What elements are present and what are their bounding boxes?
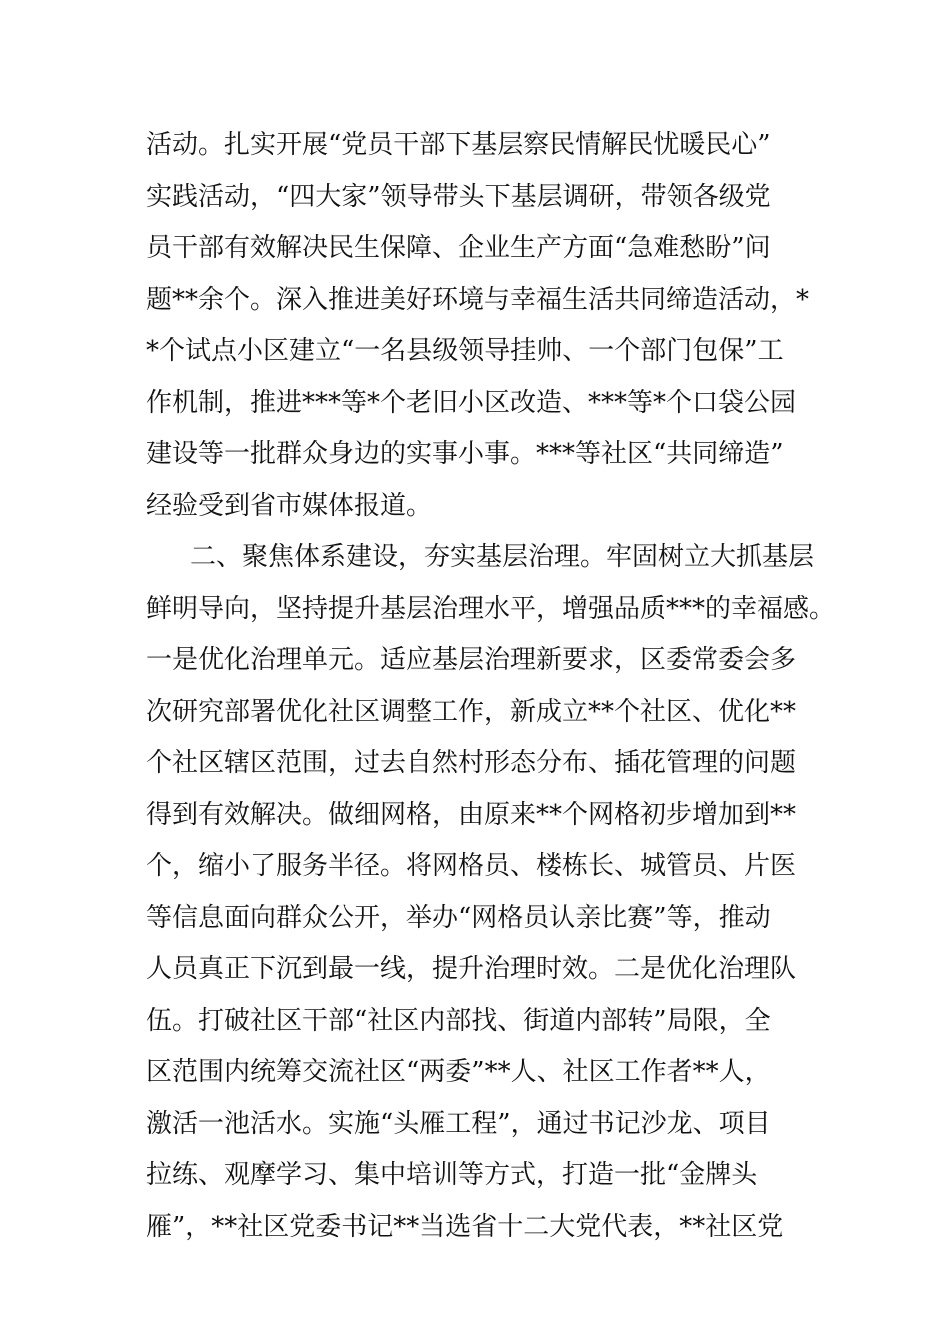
text-line-3: 员干部有效解决民生保障、企业生产方面“急难愁盼”问 <box>146 233 771 263</box>
text-line-12: 次研究部署优化社区调整工作，新成立**个社区、优化** <box>146 696 797 727</box>
text-line-19: 区范围内统筹交流社区“两委”**人、社区工作者**人， <box>146 1057 771 1087</box>
text-line-16: 等信息面向群众公开，举办“网格员认亲比赛”等，推动 <box>146 902 771 933</box>
text-line-15: 个，缩小了服务半径。将网格员、楼栋长、城管员、片医 <box>146 851 797 881</box>
text-line-17: 人员真正下沉到最一线，提升治理时效。二是优化治理队 <box>146 954 797 984</box>
text-line-11: 一是优化治理单元。适应基层治理新要求，区委常委会多 <box>146 645 797 675</box>
text-line-18: 伍。打破社区干部“社区内部找、街道内部转”局限，全 <box>146 1005 771 1036</box>
body-text <box>146 128 836 1261</box>
text-line-5: *个试点小区建立“一名县级领导挂帅、一个部门包保”工 <box>146 336 784 366</box>
text-line-2: 实践活动，“四大家”领导带头下基层调研，带领各级党 <box>146 181 771 212</box>
text-line-10: 鲜明导向，坚持提升基层治理水平，增强品质***的幸福感。 <box>146 593 836 624</box>
text-line-22: 雁”，**社区党委书记**当选省十二大党代表，**社区党 <box>146 1211 784 1242</box>
text-line-13: 个社区辖区范围，过去自然村形态分布、插花管理的问题 <box>146 748 797 778</box>
text-line-20: 激活一池活水。实施“头雁工程”，通过书记沙龙、项目 <box>146 1108 771 1139</box>
text-line-14: 得到有效解决。做细网格，由原来**个网格初步增加到** <box>146 799 797 830</box>
text-line-1: 活动。扎实开展“党员干部下基层察民情解民忧暖民心” <box>146 130 771 160</box>
text-line-4: 题**余个。深入推进美好环境与幸福生活共同缔造活动，* <box>146 284 810 315</box>
text-line-6: 作机制，推进***等*个老旧小区改造、***等*个口袋公园 <box>146 387 797 418</box>
text-line-21: 拉练、观摩学习、集中培训等方式，打造一批“金牌头 <box>146 1160 758 1190</box>
section-heading-line: 二、聚焦体系建设，夯实基层治理。牢固树立大抓基层 <box>190 542 815 572</box>
text-line-7: 建设等一批群众身边的实事小事。***等社区“共同缔造” <box>146 439 784 469</box>
text-line-8: 经验受到省市媒体报道。 <box>146 490 433 521</box>
